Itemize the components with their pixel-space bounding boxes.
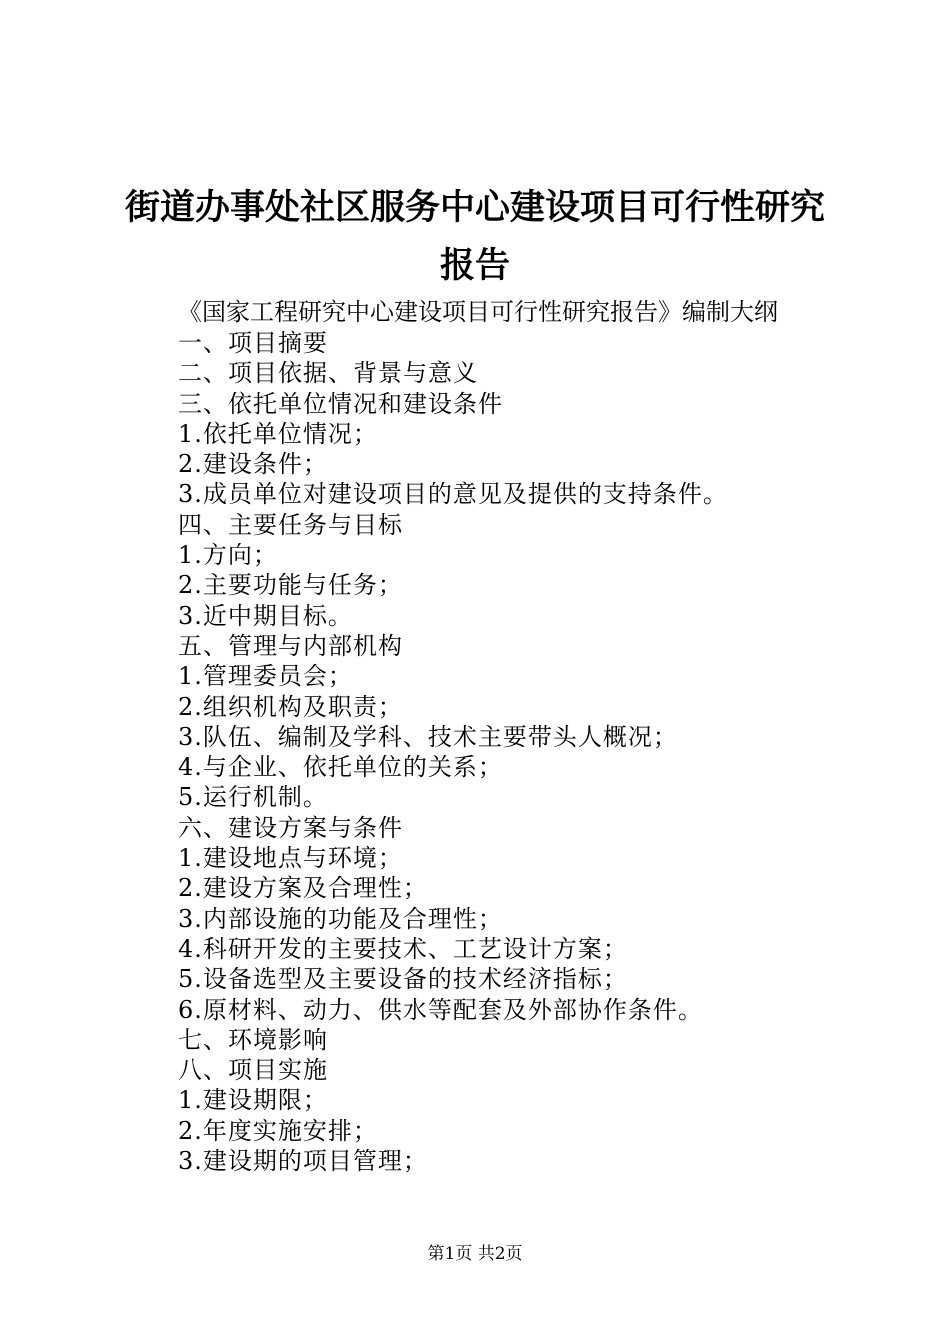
outline-item: 4.与企业、依托单位的关系； bbox=[178, 753, 503, 782]
outline-item: 二、项目依据、背景与意义 bbox=[178, 359, 478, 388]
page-number-footer: 第1页 共2页 bbox=[427, 1244, 523, 1264]
outline-heading: 《国家工程研究中心建设项目可行性研究报告》编制大纲 bbox=[178, 298, 778, 326]
document-title-line2: 报告 bbox=[439, 245, 510, 286]
outline-item: 4.科研开发的主要技术、工艺设计方案； bbox=[178, 934, 628, 963]
outline-item: 1.方向； bbox=[178, 541, 278, 570]
outline-item: 1.依托单位情况； bbox=[178, 419, 378, 448]
outline-item: 3.内部设施的功能及合理性； bbox=[178, 904, 503, 933]
outline-item: 3.成员单位对建设项目的意见及提供的支持条件。 bbox=[178, 480, 728, 509]
outline-item: 6.原材料、动力、供水等配套及外部协作条件。 bbox=[178, 995, 703, 1024]
outline-item: 2.组织机构及职责； bbox=[178, 692, 403, 721]
outline-item: 2.年度实施安排； bbox=[178, 1116, 378, 1145]
outline-item: 3.建设期的项目管理； bbox=[178, 1147, 428, 1176]
outline-item: 八、项目实施 bbox=[178, 1056, 328, 1085]
outline-item: 一、项目摘要 bbox=[178, 329, 328, 357]
outline-item: 三、依托单位情况和建设条件 bbox=[178, 389, 503, 418]
outline-item: 1.建设期限； bbox=[178, 1086, 328, 1115]
outline-item: 1.管理委员会； bbox=[178, 662, 353, 691]
outline-item: 3.队伍、编制及学科、技术主要带头人概况； bbox=[178, 722, 678, 751]
outline-item: 七、环境影响 bbox=[178, 1025, 328, 1054]
outline-item: 5.设备选型及主要设备的技术经济指标； bbox=[178, 965, 628, 994]
outline-item: 1.建设地点与环境； bbox=[178, 844, 403, 873]
outline-item: 3.近中期目标。 bbox=[178, 601, 353, 630]
document-title-line1: 街道办事处社区服务中心建设项目可行性研究 bbox=[124, 187, 825, 228]
outline-list bbox=[178, 328, 728, 1176]
outline-item: 2.主要功能与任务； bbox=[178, 571, 403, 600]
outline-item: 六、建设方案与条件 bbox=[178, 813, 403, 842]
outline-item: 2.建设方案及合理性； bbox=[178, 874, 428, 903]
outline-item: 2.建设条件； bbox=[178, 450, 328, 479]
outline-item: 5.运行机制。 bbox=[178, 783, 328, 812]
outline-item: 五、管理与内部机构 bbox=[178, 631, 403, 660]
outline-item: 四、主要任务与目标 bbox=[178, 510, 403, 539]
